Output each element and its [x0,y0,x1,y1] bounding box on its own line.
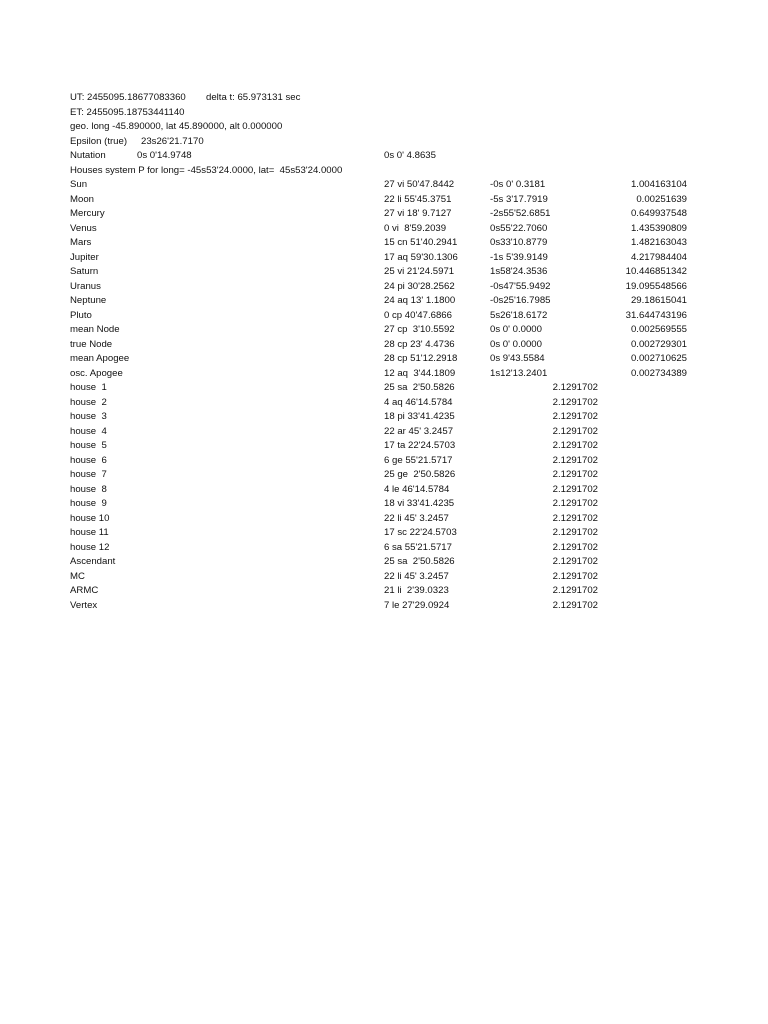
body-row [0,265,768,279]
house-value: 2.1291702 [552,600,598,611]
house-longitude: 25 sa 2'50.5826 [384,382,455,393]
body-longitude: 0 vi 8'59.2039 [384,223,447,234]
house-value: 2.1291702 [552,411,598,422]
house-value: 2.1291702 [552,585,598,596]
house-row [0,468,768,482]
body-row [0,338,768,352]
house-row [0,541,768,555]
body-distance: 1.004163104 [630,179,687,190]
body-speed: -0s 0' 0.3181 [490,179,546,190]
body-longitude: 12 aq 3'44.1809 [384,368,456,379]
body-longitude: 0 cp 40'47.6866 [384,310,452,321]
body-row [0,294,768,308]
house-name: ARMC [70,585,99,596]
house-value: 2.1291702 [552,542,598,553]
house-value: 2.1291702 [552,556,598,567]
house-row [0,439,768,453]
house-row [0,483,768,497]
body-speed: 0s 9'43.5584 [490,353,545,364]
nutation-line [0,149,768,163]
body-longitude: 15 cn 51'40.2941 [384,237,458,248]
house-value: 2.1291702 [552,513,598,524]
body-distance: 0.649937548 [630,208,687,219]
body-row [0,222,768,236]
body-row [0,280,768,294]
body-row [0,207,768,221]
house-value: 2.1291702 [552,440,598,451]
houses-system-value: Houses system P for long= -45s53'24.0000, lat= 45s53'24.0000 [70,165,343,176]
body-name: Sun [70,179,88,190]
body-row [0,178,768,192]
house-longitude: 22 li 45' 3.2457 [384,571,449,582]
et-line [0,106,768,120]
house-name: house 11 [70,527,109,538]
house-value: 2.1291702 [552,527,598,538]
body-name: Mars [70,237,92,248]
house-row [0,555,768,569]
house-longitude: 4 aq 46'14.5784 [384,397,453,408]
body-longitude: 27 vi 50'47.8442 [384,179,455,190]
house-longitude: 6 sa 55'21.5717 [384,542,452,553]
house-longitude: 18 vi 33'41.4235 [384,498,455,509]
body-longitude: 27 vi 18' 9.7127 [384,208,452,219]
body-speed: 1s12'13.2401 [490,368,548,379]
body-speed: -1s 5'39.9149 [490,252,548,263]
house-value: 2.1291702 [552,382,598,393]
house-name: Ascendant [70,556,116,567]
body-distance: 4.217984404 [630,252,687,263]
houses-system-line [0,164,768,178]
house-longitude: 17 sc 22'24.5703 [384,527,457,538]
body-row [0,236,768,250]
body-speed: 1s58'24.3536 [490,266,548,277]
body-name: osc. Apogee [70,368,123,379]
nutation-label: Nutation [70,150,106,161]
house-value: 2.1291702 [552,571,598,582]
body-distance: 31.644743196 [625,310,687,321]
body-longitude: 24 pi 30'28.2562 [384,281,455,292]
body-longitude: 25 vi 21'24.5971 [384,266,455,277]
house-value: 2.1291702 [552,498,598,509]
nutation-value-2: 0s 0' 4.8635 [384,150,436,161]
body-name: Saturn [70,266,99,277]
body-distance: 0.002710625 [630,353,687,364]
house-longitude: 22 li 45' 3.2457 [384,513,449,524]
house-name: house 3 [70,411,107,422]
epsilon-label: Epsilon (true) [70,136,128,147]
body-speed: -0s25'16.7985 [490,295,551,306]
body-distance: 19.095548566 [625,281,687,292]
body-name: true Node [70,339,113,350]
house-longitude: 25 sa 2'50.5826 [384,556,455,567]
house-row [0,454,768,468]
epsilon-value: 23s26'21.7170 [141,136,204,147]
house-name: house 2 [70,397,107,408]
body-distance: 0.00251639 [636,194,687,205]
house-name: house 6 [70,455,107,466]
body-longitude: 17 aq 59'30.1306 [384,252,458,263]
house-longitude: 4 le 46'14.5784 [384,484,450,495]
house-name: house 9 [70,498,107,509]
house-row [0,410,768,424]
body-name: mean Apogee [70,353,130,364]
body-name: Uranus [70,281,101,292]
body-speed: -5s 3'17.7919 [490,194,548,205]
body-name: mean Node [70,324,120,335]
body-row [0,323,768,337]
body-name: Jupiter [70,252,99,263]
house-longitude: 6 ge 55'21.5717 [384,455,453,466]
body-row [0,193,768,207]
body-speed: 5s26'18.6172 [490,310,548,321]
body-distance: 0.002569555 [630,324,687,335]
house-value: 2.1291702 [552,397,598,408]
house-name: house 8 [70,484,107,495]
body-speed: -2s55'52.6851 [490,208,551,219]
body-speed: 0s33'10.8779 [490,237,548,248]
house-value: 2.1291702 [552,426,598,437]
house-row [0,425,768,439]
body-name: Pluto [70,310,92,321]
body-distance: 29.18615041 [630,295,687,306]
house-row [0,512,768,526]
delta-t-value: delta t: 65.973131 sec [206,92,301,103]
body-name: Mercury [70,208,105,219]
body-name: Venus [70,223,97,234]
body-row [0,352,768,366]
house-row [0,396,768,410]
body-speed: 0s 0' 0.0000 [490,324,542,335]
house-name: house 10 [70,513,110,524]
house-row [0,584,768,598]
house-name: MC [70,571,85,582]
house-row [0,599,768,613]
house-value: 2.1291702 [552,455,598,466]
body-row [0,251,768,265]
house-name: house 12 [70,542,110,553]
body-longitude: 28 cp 23' 4.4736 [384,339,455,350]
body-row [0,309,768,323]
body-row [0,367,768,381]
body-distance: 0.002734389 [630,368,687,379]
nutation-value-1: 0s 0'14.9748 [137,150,192,161]
house-name: house 4 [70,426,107,437]
geo-value: geo. long -45.890000, lat 45.890000, alt 0.000000 [70,121,283,132]
house-row [0,570,768,584]
body-longitude: 27 cp 3'10.5592 [384,324,455,335]
house-row [0,497,768,511]
body-distance: 10.446851342 [625,266,687,277]
et-value: ET: 2455095.18753441140 [70,107,185,118]
house-longitude: 22 ar 45' 3.2457 [384,426,454,437]
house-longitude: 25 ge 2'50.5826 [384,469,456,480]
house-name: Vertex [70,600,98,611]
body-name: Neptune [70,295,107,306]
body-name: Moon [70,194,94,205]
house-name: house 1 [70,382,107,393]
house-value: 2.1291702 [552,484,598,495]
geo-line [0,120,768,134]
house-row [0,381,768,395]
house-row [0,526,768,540]
house-name: house 5 [70,440,107,451]
body-longitude: 24 aq 13' 1.1800 [384,295,456,306]
body-distance: 1.435390809 [630,223,687,234]
body-speed: 0s55'22.7060 [490,223,548,234]
body-speed: -0s47'55.9492 [490,281,551,292]
house-value: 2.1291702 [552,469,598,480]
body-distance: 0.002729301 [630,339,687,350]
epsilon-line [0,135,768,149]
body-distance: 1.482163043 [630,237,687,248]
ut-line [0,91,768,105]
house-name: house 7 [70,469,107,480]
house-longitude: 17 ta 22'24.5703 [384,440,456,451]
house-longitude: 18 pi 33'41.4235 [384,411,455,422]
house-longitude: 7 le 27'29.0924 [384,600,450,611]
body-speed: 0s 0' 0.0000 [490,339,542,350]
ut-value: UT: 2455095.18677083360 [70,92,186,103]
body-longitude: 22 li 55'45.3751 [384,194,452,205]
body-longitude: 28 cp 51'12.2918 [384,353,458,364]
house-longitude: 21 li 2'39.0323 [384,585,449,596]
